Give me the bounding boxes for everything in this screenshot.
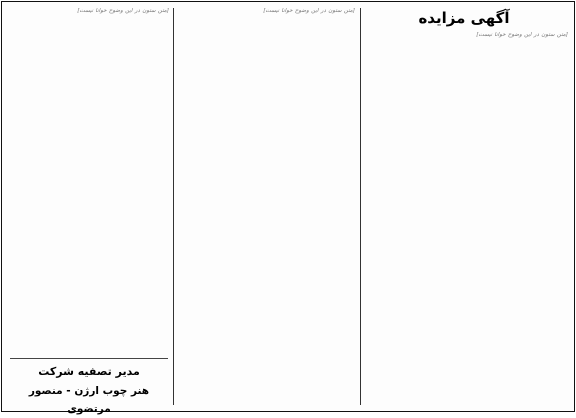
notice-column-left: [متن ستون در این وضوح خوانا نیست]	[77, 8, 169, 14]
notice-column-right: [متن ستون در این وضوح خوانا نیست]	[476, 32, 568, 38]
notice-column-middle: [متن ستون در این وضوح خوانا نیست]	[263, 8, 355, 14]
liquidator-name: هنر چوب ارژن - منصور مرتضوی	[28, 385, 150, 415]
signature-footer	[10, 358, 168, 415]
auction-notice-page	[1, 1, 575, 415]
liquidator-title: مدیر تصفیه شرکت	[38, 365, 140, 378]
column-divider-2	[173, 8, 174, 405]
notice-title-box	[394, 8, 534, 28]
notice-title: آگهی مزایده	[418, 9, 510, 27]
column-divider-1	[360, 8, 361, 405]
